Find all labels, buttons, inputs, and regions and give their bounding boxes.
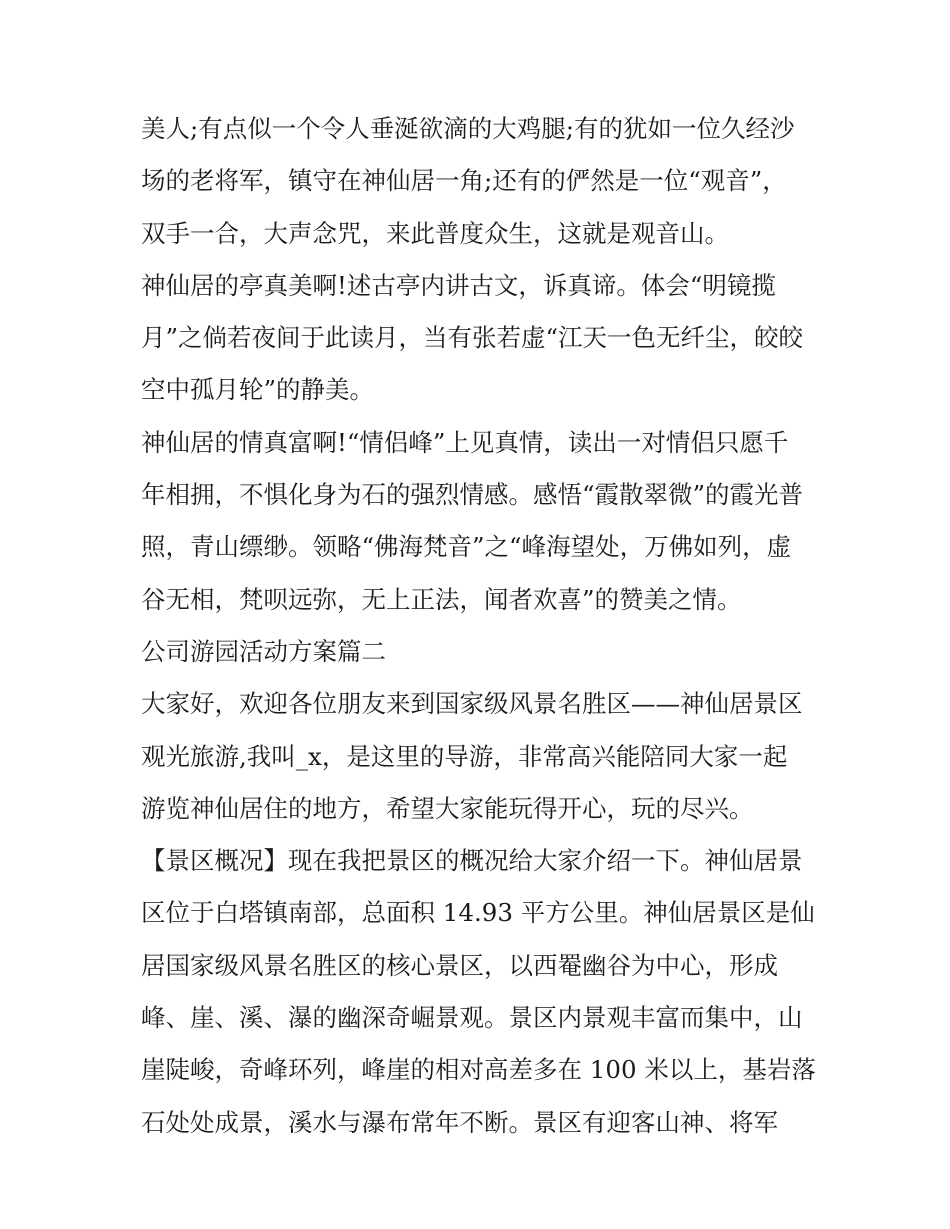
text-line: 场的老将军，镇守在神仙居一角;还有的俨然是一位“观音”， — [141, 166, 787, 196]
section-heading: 公司游园活动方案篇二 — [141, 636, 386, 666]
text-line: 居国家级风景名胜区的核心景区，以西罨幽谷为中心，形成 — [141, 950, 778, 980]
text-line: 游览神仙居住的地方，希望大家能玩得开心，玩的尽兴。 — [141, 793, 754, 823]
text-line: 双手一合，大声念咒，来此普度众生，这就是观音山。 — [141, 218, 729, 248]
text-line: 崖陡峻，奇峰环列，峰崖的相对高差多在 100 米以上，基岩落 — [141, 1055, 816, 1085]
text-line: 神仙居的亭真美啊!述古亭内讲古文，诉真谛。体会“明镜揽 — [141, 270, 776, 300]
text-line: 区位于白塔镇南部，总面积 14.93 平方公里。神仙居景区是仙 — [141, 898, 815, 928]
text-line: 空中孤月轮”的静美。 — [141, 375, 375, 405]
text-line: 峰、崖、溪、瀑的幽深奇崛景观。景区内景观丰富而集中，山 — [141, 1003, 803, 1033]
text-line: 大家好，欢迎各位朋友来到国家级风景名胜区——神仙居景区 — [141, 689, 803, 719]
text-line: 月”之倘若夜间于此读月，当有张若虚“江天一色无纤尘，皎皎 — [141, 323, 804, 353]
text-line: 石处处成景，溪水与瀑布常年不断。景区有迎客山神、将军 — [141, 1107, 778, 1137]
text-line: 照，青山缥缈。领略“佛海梵音”之“峰海望处，万佛如列，虚 — [141, 532, 792, 562]
text-line: 【景区概况】现在我把景区的概况给大家介绍一下。神仙居景 — [141, 846, 803, 876]
text-line: 年相拥，不惧化身为石的强烈情感。感悟“霞散翠微”的霞光普 — [141, 480, 804, 510]
text-line: 谷无相，梵呗远弥，无上正法，闻者欢喜”的赞美之情。 — [141, 584, 742, 614]
text-line: 神仙居的情真富啊!“情侣峰”上见真情，读出一对情侣只愿千 — [141, 427, 789, 457]
text-line: 观光旅游,我叫_x，是这里的导游，非常高兴能陪同大家一起 — [141, 741, 788, 771]
document-body — [141, 103, 821, 1149]
text-line: 美人;有点似一个令人垂涎欲滴的大鸡腿;有的犹如一位久经沙 — [141, 114, 795, 143]
